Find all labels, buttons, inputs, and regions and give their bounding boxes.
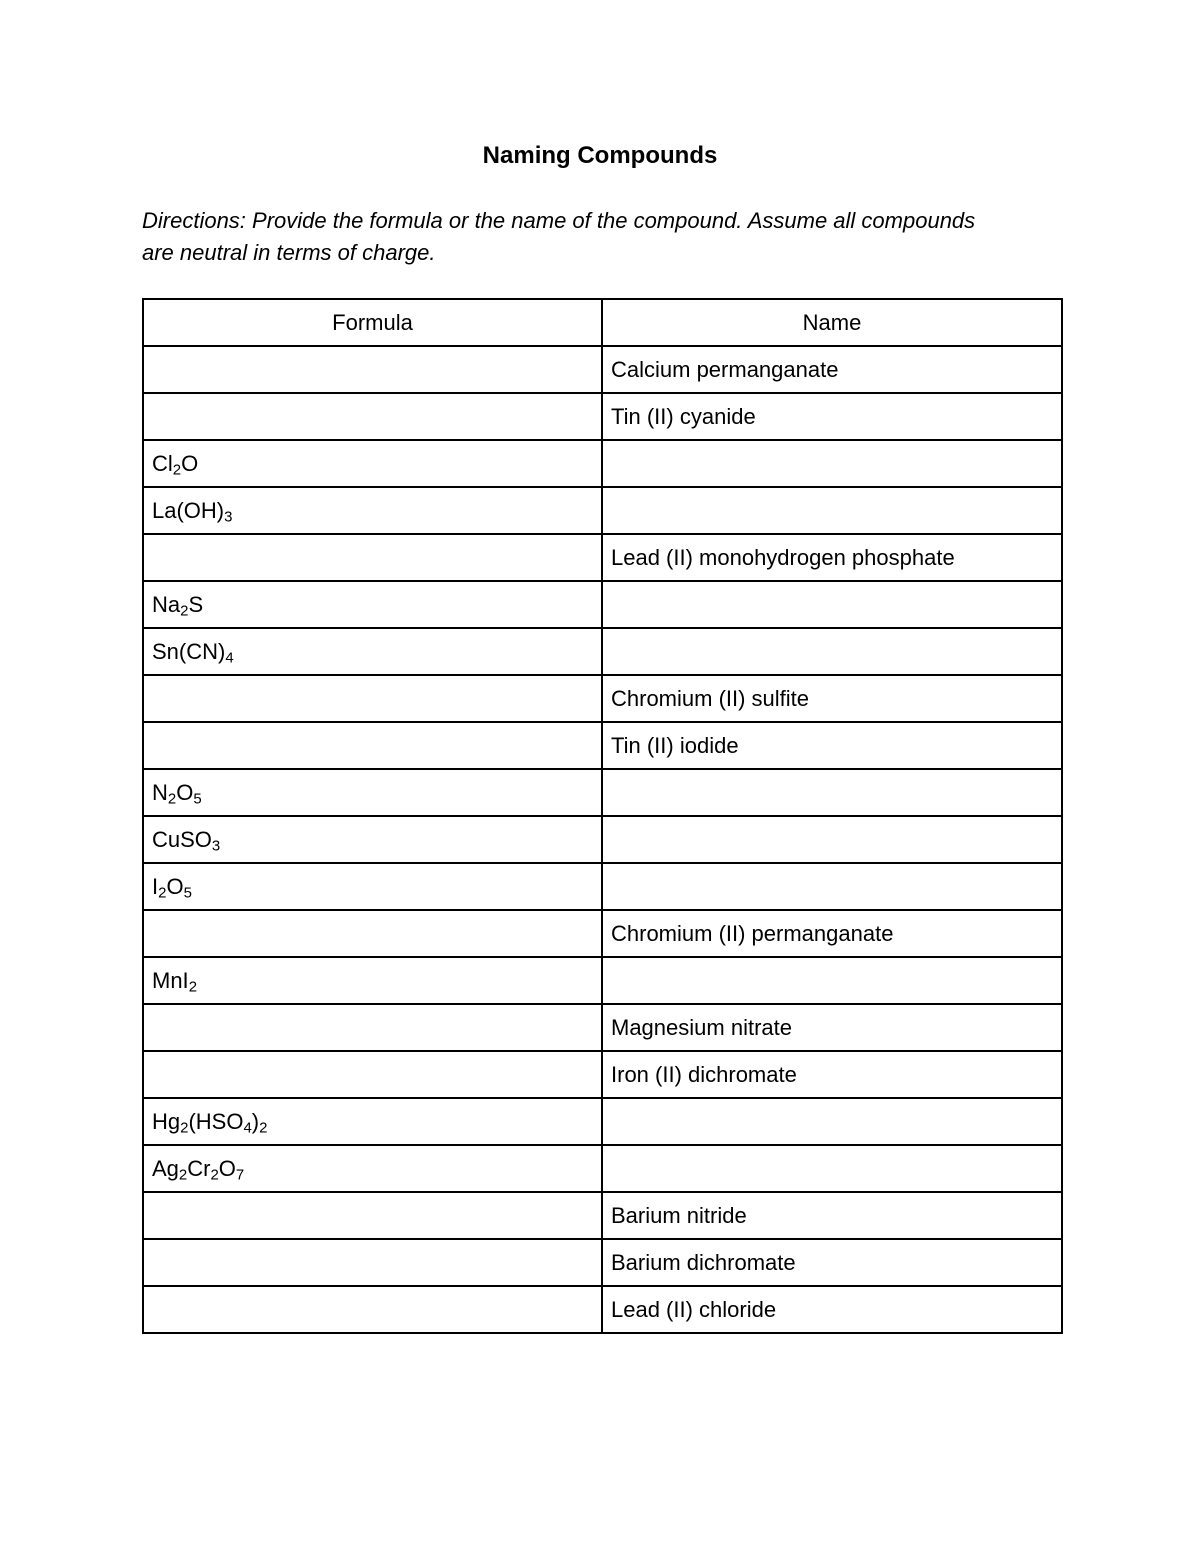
name-cell[interactable]: Calcium permanganate — [602, 346, 1062, 393]
formula-text: O — [166, 873, 184, 899]
formula-subscript: 2 — [180, 1119, 189, 1137]
formula-cell[interactable] — [143, 581, 602, 628]
formula-text: Cr — [187, 1155, 211, 1181]
formula-column-header: Formula — [143, 299, 602, 346]
formula-cell[interactable] — [143, 1286, 602, 1333]
formula-text: O — [181, 450, 199, 476]
compounds-table — [142, 298, 1063, 1334]
formula-subscript: 7 — [235, 1166, 245, 1184]
table-header-row — [143, 299, 1062, 346]
table-row — [143, 675, 1062, 722]
formula-cell[interactable] — [143, 487, 602, 534]
formula-text: O — [218, 1155, 236, 1181]
table-row — [143, 1098, 1062, 1145]
name-cell[interactable] — [602, 440, 1062, 487]
name-cell[interactable]: Lead (II) chloride — [602, 1286, 1062, 1333]
directions-text — [142, 205, 1062, 269]
table-row — [143, 346, 1062, 393]
name-cell[interactable] — [602, 487, 1062, 534]
table-row — [143, 1004, 1062, 1051]
table-row — [143, 863, 1062, 910]
formula-subscript: 2 — [178, 1166, 188, 1184]
formula-subscript: 5 — [193, 790, 202, 808]
name-cell[interactable] — [602, 769, 1062, 816]
formula-text: Na — [152, 591, 181, 617]
formula-cell[interactable] — [143, 1051, 602, 1098]
formula-cell[interactable] — [143, 440, 602, 487]
table-row — [143, 487, 1062, 534]
table-row — [143, 393, 1062, 440]
formula-cell[interactable] — [143, 722, 602, 769]
formula-cell[interactable] — [143, 628, 602, 675]
formula-cell[interactable] — [143, 1004, 602, 1051]
formula-subscript: 2 — [188, 978, 198, 996]
formula-text: (HSO — [188, 1108, 244, 1134]
table-row — [143, 628, 1062, 675]
formula-subscript: 2 — [259, 1119, 268, 1137]
formula-text: Cl — [152, 450, 173, 476]
formula-text: MnI — [152, 967, 189, 993]
name-cell[interactable] — [602, 581, 1062, 628]
formula-subscript: 3 — [224, 508, 233, 526]
formula-cell[interactable] — [143, 816, 602, 863]
formula-cell[interactable] — [143, 346, 602, 393]
formula-subscript: 2 — [210, 1166, 219, 1184]
formula-subscript: 2 — [158, 884, 167, 902]
formula-cell[interactable] — [143, 910, 602, 957]
formula-text: I — [152, 873, 159, 899]
name-cell[interactable]: Tin (II) iodide — [602, 722, 1062, 769]
name-cell[interactable] — [602, 957, 1062, 1004]
table-row — [143, 816, 1062, 863]
directions-line-1: Directions: Provide the formula or the name of the compound. Assume all compounds — [142, 208, 976, 233]
table-row — [143, 1239, 1062, 1286]
formula-cell[interactable] — [143, 1145, 602, 1192]
table-row — [143, 1286, 1062, 1333]
formula-text: ) — [251, 1108, 260, 1134]
formula-cell[interactable] — [143, 769, 602, 816]
formula-text: O — [176, 779, 194, 805]
table-row — [143, 722, 1062, 769]
formula-cell[interactable] — [143, 1098, 602, 1145]
formula-cell[interactable] — [143, 534, 602, 581]
formula-subscript: 2 — [172, 461, 182, 479]
name-cell[interactable] — [602, 816, 1062, 863]
formula-text: Sn(CN) — [152, 638, 226, 664]
name-cell[interactable]: Tin (II) cyanide — [602, 393, 1062, 440]
name-cell[interactable]: Barium dichromate — [602, 1239, 1062, 1286]
formula-cell[interactable] — [143, 1192, 602, 1239]
name-cell[interactable]: Lead (II) monohydrogen phosphate — [602, 534, 1062, 581]
name-cell[interactable] — [602, 628, 1062, 675]
table-row — [143, 534, 1062, 581]
name-cell[interactable]: Chromium (II) permanganate — [602, 910, 1062, 957]
table-body — [143, 346, 1062, 1333]
formula-subscript: 4 — [243, 1119, 252, 1137]
table-row — [143, 769, 1062, 816]
table-row — [143, 1192, 1062, 1239]
directions-line-2: are neutral in terms of charge. — [142, 240, 436, 265]
formula-cell[interactable] — [143, 1239, 602, 1286]
table-row — [143, 581, 1062, 628]
name-cell[interactable]: Iron (II) dichromate — [602, 1051, 1062, 1098]
formula-text: La(OH) — [152, 497, 225, 523]
table-row — [143, 957, 1062, 1004]
formula-text: CuSO — [152, 826, 212, 852]
formula-subscript: 4 — [225, 649, 234, 667]
table-row — [143, 1051, 1062, 1098]
formula-text: Hg — [152, 1108, 181, 1134]
formula-cell[interactable] — [143, 675, 602, 722]
table-row — [143, 1145, 1062, 1192]
name-cell[interactable] — [602, 863, 1062, 910]
formula-cell[interactable] — [143, 863, 602, 910]
formula-subscript: 3 — [211, 837, 221, 855]
table-row — [143, 910, 1062, 957]
name-cell[interactable]: Chromium (II) sulfite — [602, 675, 1062, 722]
formula-text: Ag — [152, 1155, 179, 1181]
formula-subscript: 2 — [180, 602, 189, 620]
name-column-header: Name — [602, 299, 1062, 346]
name-cell[interactable] — [602, 1145, 1062, 1192]
name-cell[interactable]: Barium nitride — [602, 1192, 1062, 1239]
formula-text: S — [188, 591, 204, 617]
formula-cell[interactable] — [143, 957, 602, 1004]
formula-cell[interactable] — [143, 393, 602, 440]
name-cell[interactable] — [602, 1098, 1062, 1145]
page-title: Naming Compounds — [482, 142, 718, 169]
table-row — [143, 440, 1062, 487]
name-cell[interactable]: Magnesium nitrate — [602, 1004, 1062, 1051]
formula-subscript: 5 — [183, 884, 192, 902]
formula-subscript: 2 — [167, 790, 177, 808]
formula-text: N — [152, 779, 168, 805]
